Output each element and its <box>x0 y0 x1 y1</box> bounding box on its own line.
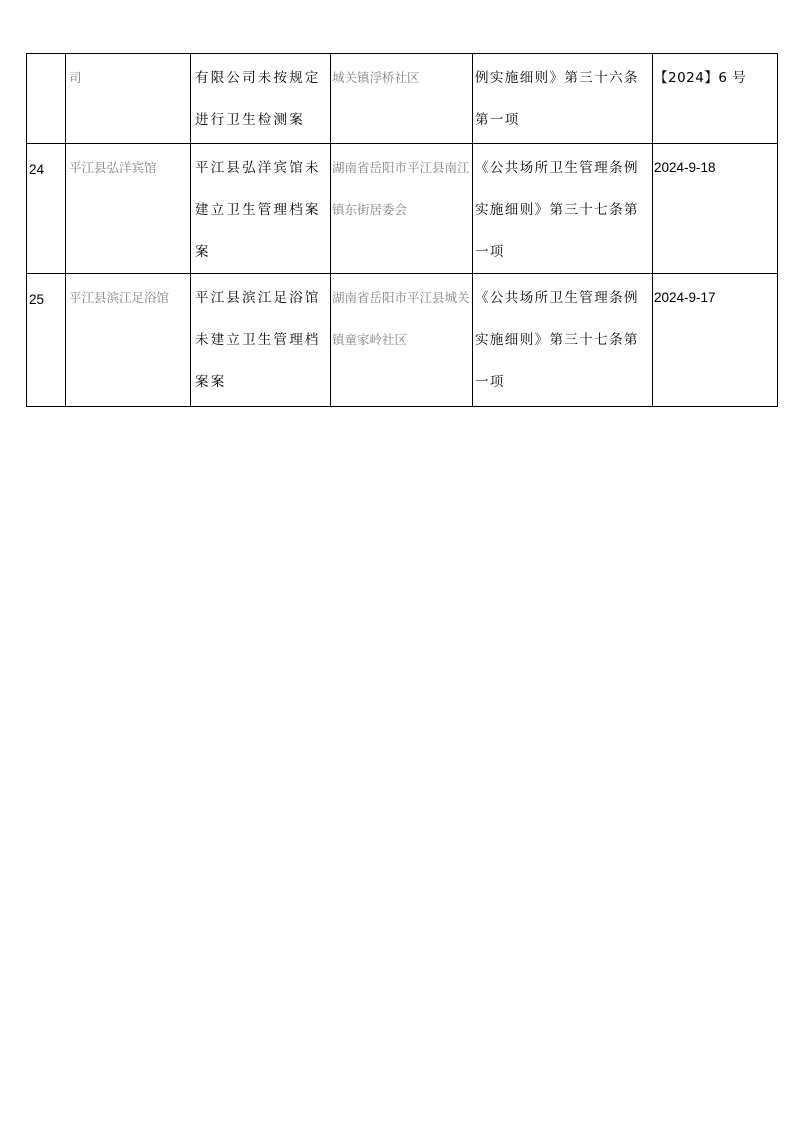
address: 城关镇浮桥社区 <box>332 70 420 85</box>
decision-date: 2024-9-18 <box>654 160 716 175</box>
serial-number-cell <box>27 54 66 144</box>
address-cell <box>331 274 473 407</box>
serial-number: 24 <box>29 162 45 177</box>
decision-date-cell <box>653 54 778 144</box>
legal-basis-cell <box>473 274 653 407</box>
entity-name: 平江县滨江足浴馆 <box>69 290 170 305</box>
penalty-record-table <box>26 53 778 407</box>
entity-name-cell <box>66 274 191 407</box>
address: 湖南省岳阳市平江县南江镇东街居委会 <box>332 160 470 217</box>
entity-name-cell <box>66 54 191 144</box>
legal-basis: 《公共场所卫生管理条例实施细则》第三十七条第一项 <box>475 160 639 260</box>
case-name-cell <box>191 274 331 407</box>
address-cell <box>331 144 473 274</box>
serial-number: 25 <box>29 292 45 307</box>
entity-name: 司 <box>69 70 82 85</box>
case-name: 有限公司未按规定进行卫生检测案 <box>195 70 321 128</box>
case-name-cell <box>191 54 331 144</box>
address-cell <box>331 54 473 144</box>
serial-number-cell <box>27 144 66 274</box>
entity-name-cell <box>66 144 191 274</box>
serial-number-cell <box>27 274 66 407</box>
decision-date-cell <box>653 144 778 274</box>
table-row <box>27 54 778 144</box>
case-name: 平江县滨江足浴馆未建立卫生管理档案案 <box>195 290 321 390</box>
legal-basis-cell <box>473 144 653 274</box>
address: 湖南省岳阳市平江县城关镇童家岭社区 <box>332 290 470 347</box>
serial-number <box>27 54 65 70</box>
legal-basis: 例实施细则》第三十六条第一项 <box>475 70 639 128</box>
case-name: 平江县弘洋宾馆未建立卫生管理档案案 <box>195 160 321 260</box>
legal-basis-cell <box>473 54 653 144</box>
table-row <box>27 274 778 407</box>
legal-basis: 《公共场所卫生管理条例实施细则》第三十七条第一项 <box>475 290 639 390</box>
decision-number: 【2024】6 号 <box>654 70 747 86</box>
entity-name: 平江县弘洋宾馆 <box>69 160 157 175</box>
table-row <box>27 144 778 274</box>
decision-date: 2024-9-17 <box>654 290 716 305</box>
case-name-cell <box>191 144 331 274</box>
decision-date-cell <box>653 274 778 407</box>
